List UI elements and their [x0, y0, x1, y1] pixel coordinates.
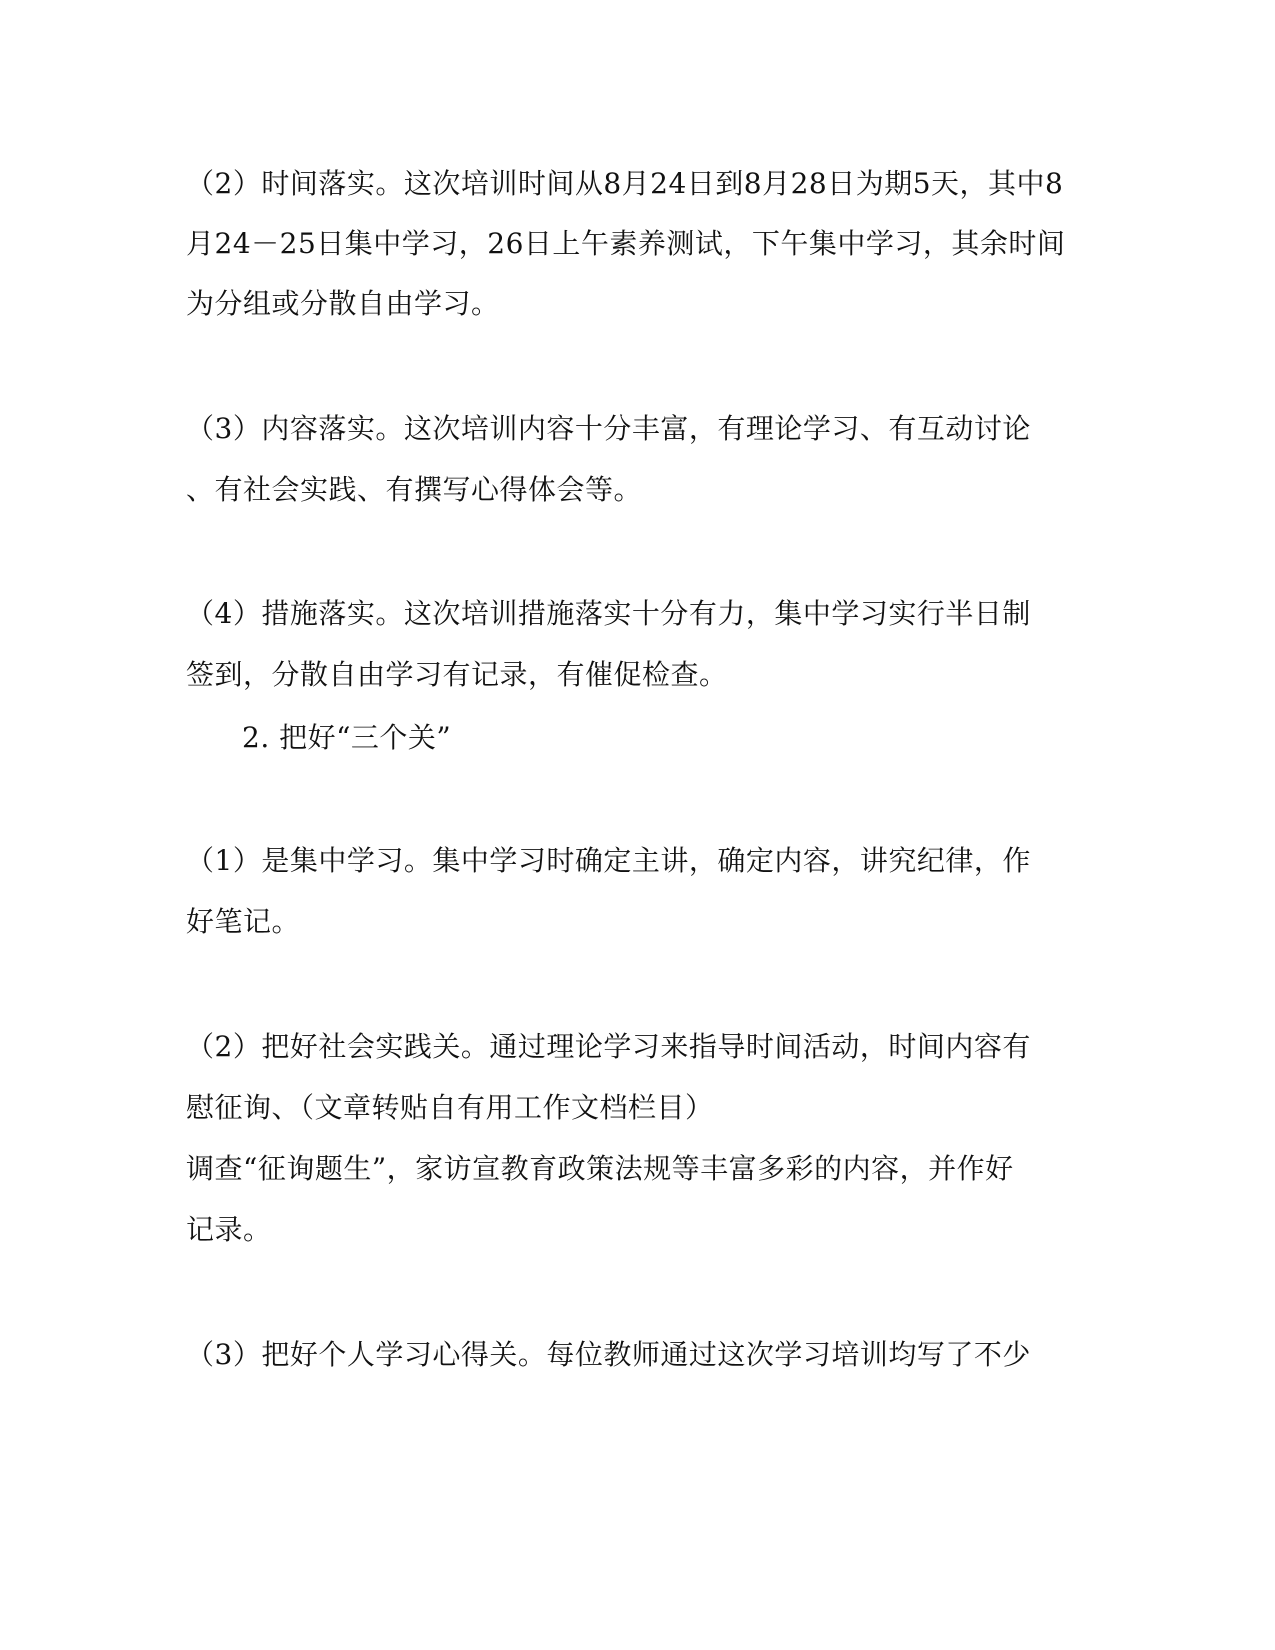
text-line: 慰征询、（文章转贴自有用工作文档栏目）	[186, 1091, 714, 1124]
text-line: （2）把好社会实践关。通过理论学习来指导时间活动，时间内容有	[186, 1030, 1031, 1063]
text-line: （3）内容落实。这次培训内容十分丰富，有理论学习、有互动讨论	[186, 412, 1031, 445]
text-line: 签到，分散自由学习有记录，有催促检查。	[186, 658, 728, 691]
text-line: （2）时间落实。这次培训时间从8月24日到8月28日为期5天，其中8	[186, 167, 1064, 200]
text-line: （3）把好个人学习心得关。每位教师通过这次学习培训均写了不少	[186, 1338, 1031, 1371]
text-line: 记录。	[186, 1213, 272, 1246]
text-line: 好笔记。	[186, 905, 301, 938]
text-line: （4）措施落实。这次培训措施落实十分有力，集中学习实行半日制	[186, 597, 1031, 630]
section-heading: 2. 把好“三个关”	[242, 721, 452, 754]
text-line: 调查“征询题生”，家访宣教育政策法规等丰富多彩的内容，并作好	[186, 1152, 1014, 1185]
text-line: 为分组或分散自由学习。	[186, 287, 500, 320]
text-line: （1）是集中学习。集中学习时确定主讲，确定内容，讲究纪律，作	[186, 844, 1031, 877]
text-line: 月24－25日集中学习，26日上午素养测试，下午集中学习，其余时间	[186, 227, 1066, 260]
text-line: 、有社会实践、有撰写心得体会等。	[186, 473, 643, 506]
